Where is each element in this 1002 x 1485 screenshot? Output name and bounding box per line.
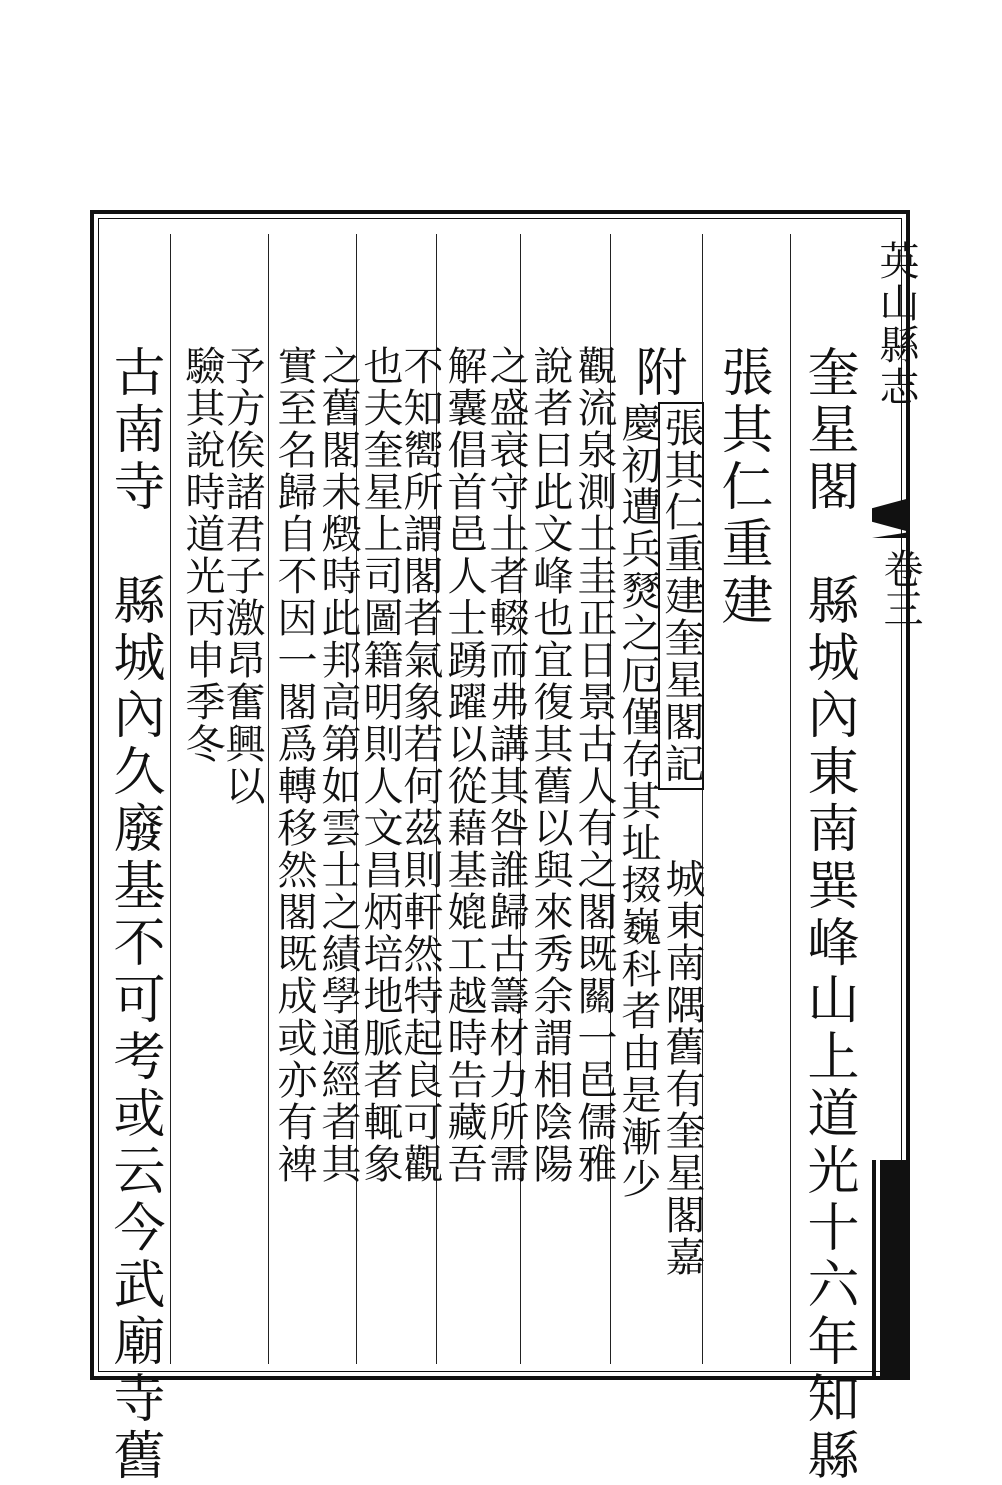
margin-rule — [872, 1160, 876, 1380]
text-column-3-label: 附 — [626, 345, 686, 402]
column-rule — [790, 234, 791, 1364]
text-column-4: 慶初遭兵燹之厄僅存其址掇巍科者由是漸少 — [615, 402, 661, 1200]
text-column-6: 觀流泉測土圭正日景古人有之閣既關一邑儒雅 — [571, 345, 617, 1185]
juan-number: 卷三 — [877, 548, 923, 628]
text-column-7: 之盛衰守土者輟而弗講其咎誰歸古籌材力所需 — [483, 345, 529, 1185]
text-column-8: 解囊倡首邑人士踴躍以從藉基媲工越時告藏吾 — [441, 345, 487, 1185]
text-column-15: 古南寺 縣城內久廢基不可考或云今武廟寺舊 — [104, 345, 164, 1485]
text-column-10: 也夫奎星上司圖籍明則人文昌炳培地脈者輒象 — [357, 345, 403, 1185]
text-column-3: 城東南隅舊有奎星閣嘉 — [659, 858, 705, 1278]
text-column-9: 不知嚮所謂閣者氣象若何茲則軒然特起良可觀 — [397, 345, 443, 1185]
column-rule — [268, 234, 269, 1364]
column-rule — [170, 234, 171, 1364]
text-column-12: 實至名歸自不因一閣爲轉移然閣既成或亦有裨 — [271, 345, 317, 1185]
text-column-13: 予方俟諸君子激昂奮興以 — [219, 345, 265, 807]
text-column-14: 驗其說時道光丙申季冬 — [179, 345, 225, 765]
text-column-2: 張其仁重建 — [712, 345, 772, 630]
book-title: 英山縣志 — [873, 240, 919, 408]
text-column-1: 奎星閣 縣城內東南巽峰山上道光十六年知縣 — [798, 345, 858, 1485]
text-column-5: 說者曰此文峰也宜復其舊以與來秀余謂相陰陽 — [527, 345, 573, 1185]
text-column-11: 之舊閣未燬時此邦高第如雲士之績學通經者其 — [315, 345, 361, 1185]
essay-title-box: 張其仁重建奎星閣記 — [658, 402, 704, 790]
margin-block — [880, 1160, 908, 1380]
